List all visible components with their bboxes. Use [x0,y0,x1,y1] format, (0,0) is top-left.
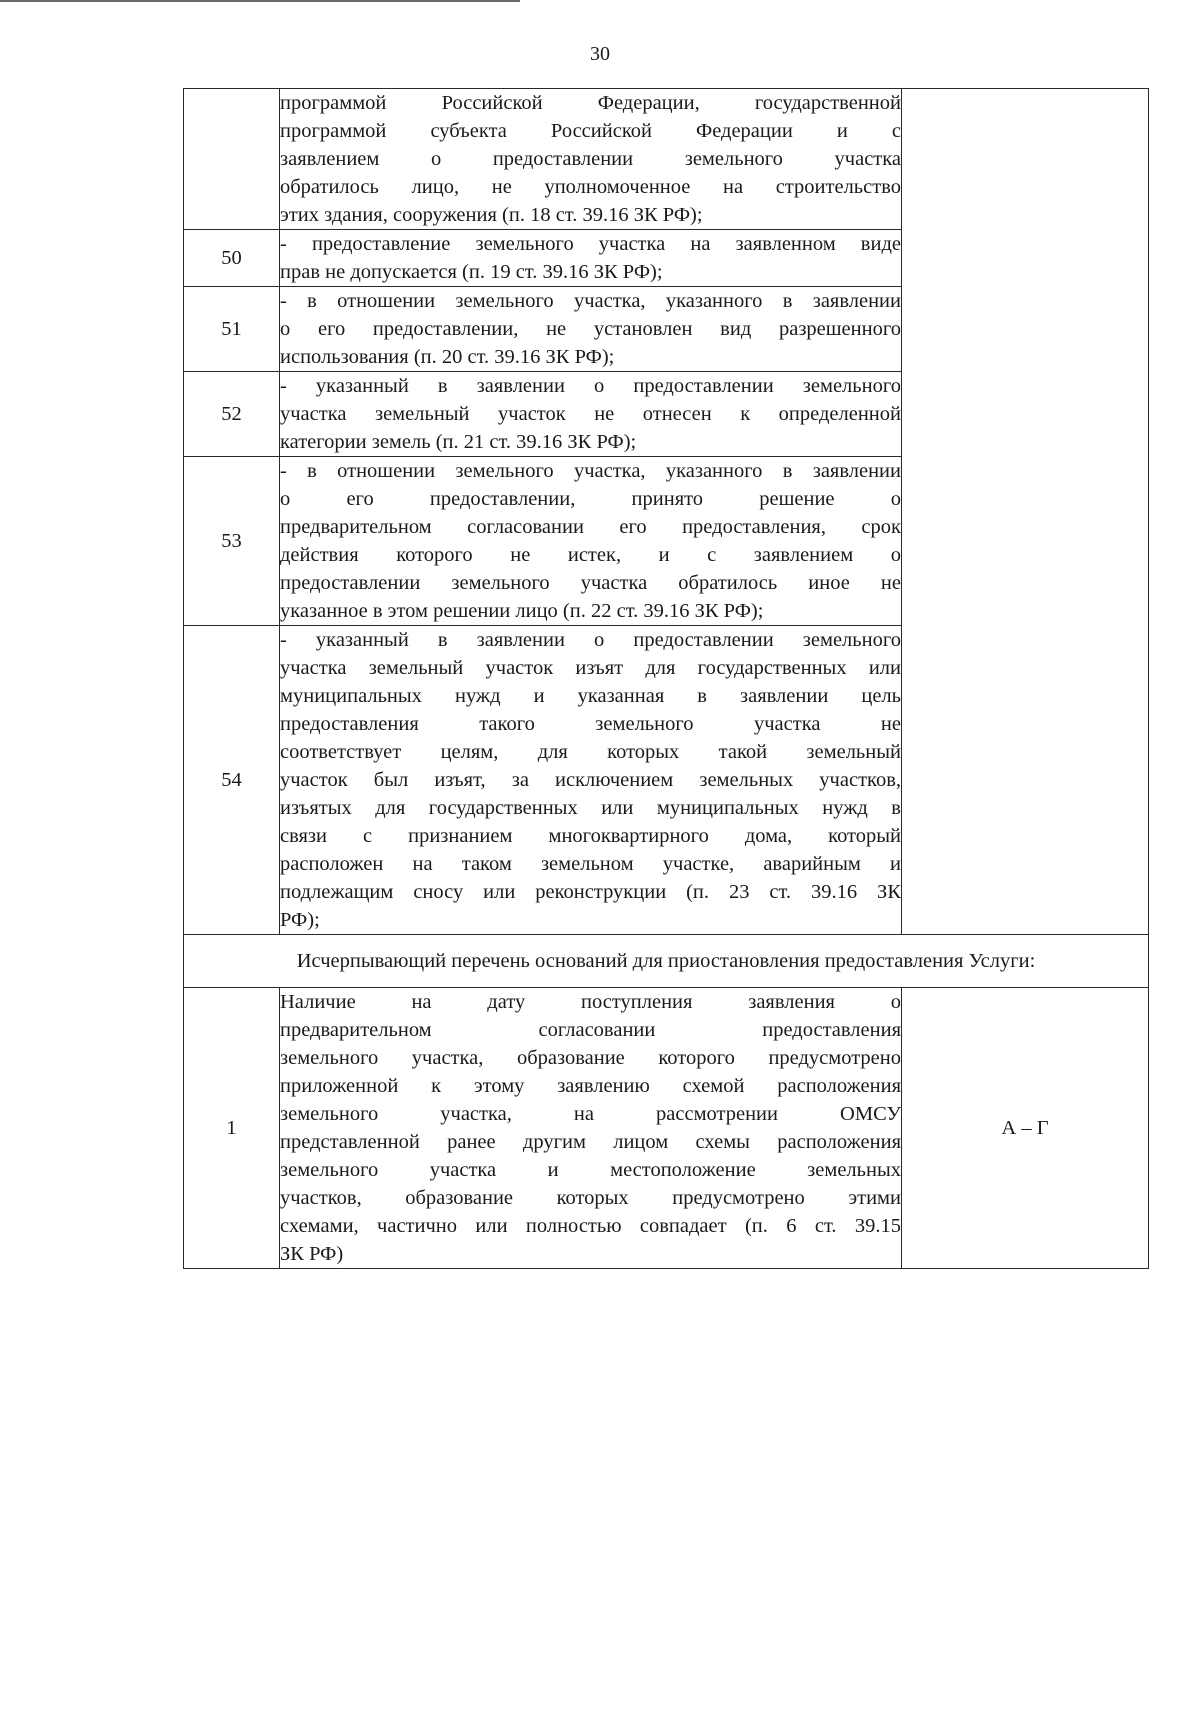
description-line: приложенной к этому заявлению схемой расположения [280,1075,901,1097]
description-line: земельного участка, образование которого предусмотрено [280,1047,901,1069]
section-heading-row [184,935,1149,988]
description-line: указанное в этом решении лицо (п. 22 ст. 39.16 ЗК РФ); [280,600,764,622]
description-line: предоставления такого земельного участка не [280,713,901,735]
row-number: 52 [184,372,280,457]
description-line: связи с признанием многоквартирного дома, который [280,825,901,847]
description-line: РФ); [280,909,320,931]
row-description [280,988,902,1269]
row-description [280,626,902,935]
description-line: заявлением о предоставлении земельного участка [280,148,901,170]
description-line: предварительном согласовании предоставления [280,1019,901,1041]
description-line: обратилось лицо, не уполномоченное на строительство [280,176,901,198]
row-description [280,287,902,372]
row-description [280,230,902,287]
description-line: Наличие на дату поступления заявления о [280,991,901,1013]
description-line: о его предоставлении, принято решение о [280,488,901,510]
row-number: 1 [184,988,280,1269]
description-line: расположен на таком земельном участке, аварийным и [280,853,901,875]
row-number [184,89,280,230]
grounds-table-body [184,89,1149,1269]
description-line: - предоставление земельного участка на заявленном виде [280,233,901,255]
description-line: предварительном согласовании его предоставления, срок [280,516,901,538]
description-line: участка земельный участок изъят для государственных или [280,657,901,679]
description-line: земельного участка, на рассмотрении ОМСУ [280,1103,901,1125]
description-line: - в отношении земельного участка, указанного в заявлении [280,290,901,312]
description-line: ЗК РФ) [280,1243,344,1265]
description-line: схемами, частично или полностью совпадает (п. 6 ст. 39.15 [280,1215,901,1237]
description-line: категории земель (п. 21 ст. 39.16 ЗК РФ); [280,431,637,453]
table-row [184,89,1149,230]
description-line: программой субъекта Российской Федерации и с [280,120,901,142]
description-line: земельного участка и местоположение земельных [280,1159,901,1181]
row-code: А – Г [902,988,1149,1269]
grounds-table [183,88,1149,1269]
row-code-empty [902,89,1149,935]
description-line: подлежащим сносу или реконструкции (п. 23 ст. 39.16 ЗК [280,881,901,903]
description-line: использования (п. 20 ст. 39.16 ЗК РФ); [280,346,615,368]
description-line: предоставлении земельного участка обратилось иное не [280,572,901,594]
description-line: соответствует целям, для которых такой земельный [280,741,901,763]
description-line: программой Российской Федерации, государственной [280,92,901,114]
scan-edge-line [0,0,520,2]
table-row [184,988,1149,1269]
row-number: 51 [184,287,280,372]
row-number: 50 [184,230,280,287]
row-description [280,372,902,457]
description-line: участка земельный участок не отнесен к определенной [280,403,901,425]
description-line: муниципальных нужд и указанная в заявлении цель [280,685,901,707]
section-heading: Исчерпывающий перечень оснований для приостановления предоставления Услуги: [184,935,1149,988]
description-line: о его предоставлении, не установлен вид разрешенного [280,318,901,340]
description-line: представленной ранее другим лицом схемы расположения [280,1131,901,1153]
description-line: участков, образование которых предусмотрено этими [280,1187,901,1209]
description-line: участок был изъят, за исключением земельных участков, [280,769,901,791]
row-number: 53 [184,457,280,626]
description-line: - указанный в заявлении о предоставлении земельного [280,375,901,397]
page-number: 30 [590,43,610,65]
description-line: прав не допускается (п. 19 ст. 39.16 ЗК РФ); [280,261,663,283]
description-line: действия которого не истек, и с заявлением о [280,544,901,566]
row-description [280,457,902,626]
description-line: изъятых для государственных или муниципальных нужд в [280,797,901,819]
description-line: - указанный в заявлении о предоставлении земельного [280,629,901,651]
description-line: - в отношении земельного участка, указанного в заявлении [280,460,901,482]
description-line: этих здания, сооружения (п. 18 ст. 39.16 ЗК РФ); [280,204,703,226]
row-description [280,89,902,230]
row-number: 54 [184,626,280,935]
